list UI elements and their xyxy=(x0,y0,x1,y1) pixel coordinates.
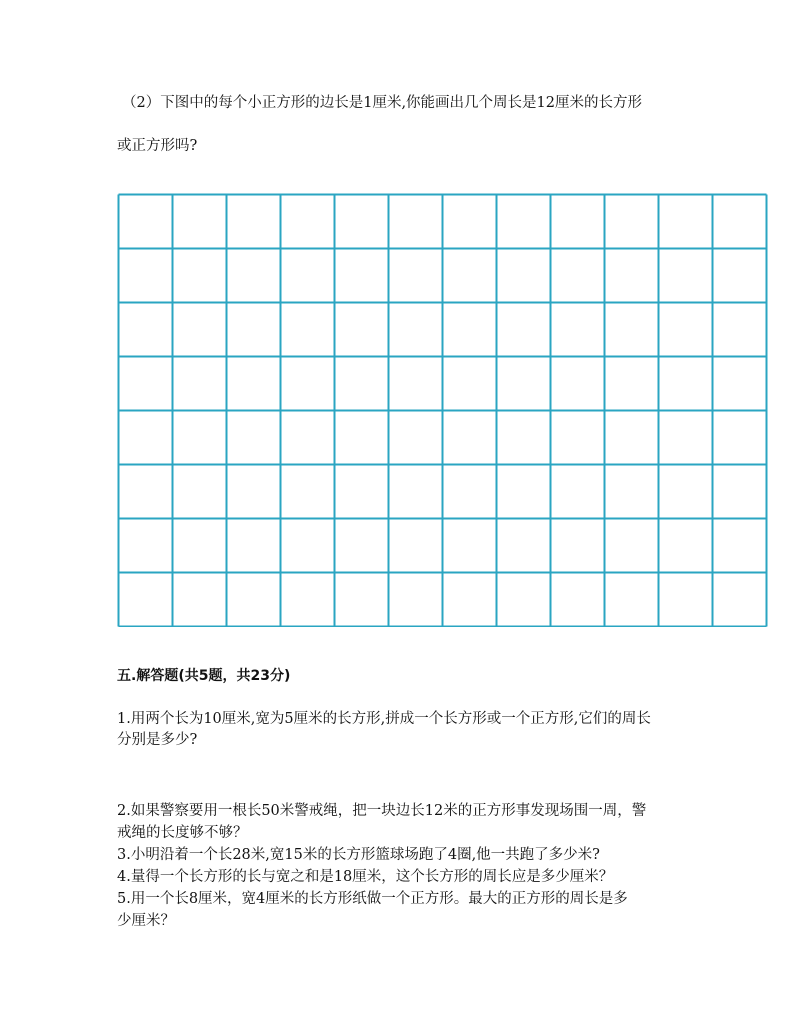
question-2-text-line1: （2）下图中的每个小正方形的边长是1厘米,你能画出几个周长是12厘米的长方形 xyxy=(122,95,643,111)
question-3: 3.小明沿着一个长28米,宽15米的长方形篮球场跑了4圈,他一共跑了多少米? xyxy=(117,847,600,863)
question-5-line2: 少厘米？ xyxy=(117,913,175,929)
square-grid xyxy=(117,193,794,627)
question-1-line1: 1.用两个长为10厘米,宽为5厘米的长方形,拼成一个长方形或一个正方形,它们的周长 xyxy=(117,711,651,727)
section-5-heading: 五.解答题(共5题，共23分) xyxy=(117,668,291,684)
question-5-line1: 5.用一个长8厘米，宽4厘米的长方形纸做一个正方形。最大的正方形的周长是多 xyxy=(117,891,628,907)
question-1-line2: 分别是多少? xyxy=(117,732,198,748)
question-2-text-line2: 或正方形吗? xyxy=(117,138,198,154)
question-2-line2: 戒绳的长度够不够？ xyxy=(117,825,248,841)
question-2-line1: 2.如果警察要用一根长50米警戒绳，把一块边长12米的正方形事发现场围一周，警 xyxy=(117,803,647,819)
question-4: 4.量得一个长方形的长与宽之和是18厘米，这个长方形的周长应是多少厘米？ xyxy=(117,869,614,885)
